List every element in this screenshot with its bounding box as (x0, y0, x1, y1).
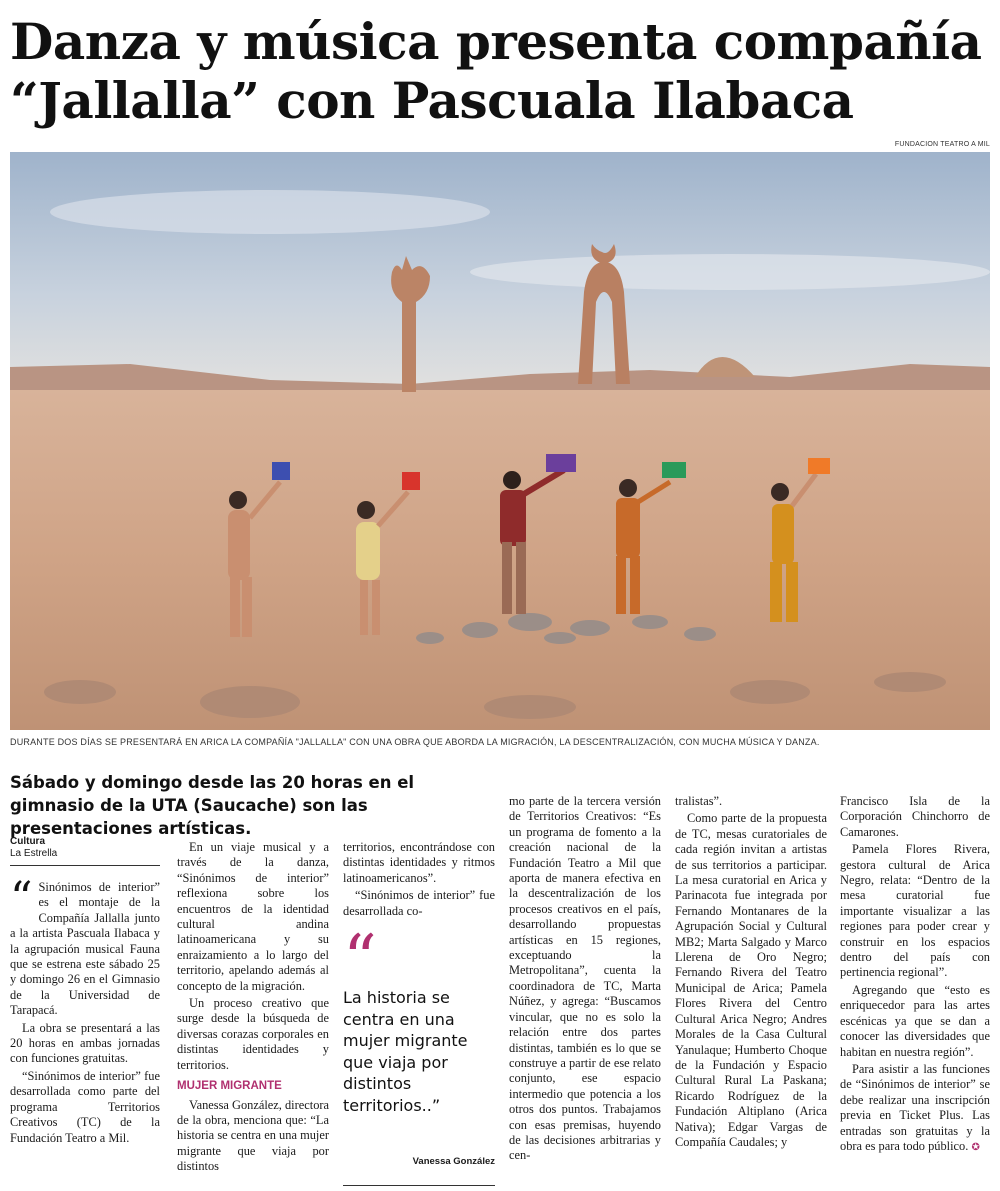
paragraph: Francisco Isla de la Corporación Chinchorro de Camarones. (840, 794, 990, 839)
column-5 (675, 794, 827, 1152)
column-3 (343, 840, 495, 921)
photo-credit: FUNDACION TEATRO A MIL (894, 141, 990, 148)
paragraph: territorios, encontrándose con distintas identidades y ritmos latinoamericanos”. (343, 840, 495, 885)
pull-quote-text: La historia se centra en una mujer migrante que viaja por distintos territorios..” (343, 988, 468, 1115)
section-name: Cultura (10, 836, 45, 847)
section-label (10, 836, 160, 866)
photo-caption: DURANTE DOS DÍAS SE PRESENTARÁ EN ARICA LA COMPAÑÍA "JALLALLA" CON UNA OBRA QUE ABORDA LA MIGRACIÓN, LA DESCENTRALIZACIÓN, CON MUCHA MÚSICA Y DANZA. (10, 737, 820, 747)
desert-scene-illustration (10, 152, 990, 730)
section-rule (10, 865, 160, 866)
quote-icon: “ (343, 921, 377, 998)
paragraph: Sinónimos de interior” es el montaje de la Compañía Jallalla junto a la artista Pascuala Ilabaca y la agrupación musical Fauna que se estrena este sábado 25 y domingo 26 en el Gimnasio de la Universidad de Tarapacá. (10, 880, 160, 1018)
paragraph: La obra se presentará a las 20 horas en ambas jornadas con funciones gratuitas. (10, 1020, 160, 1066)
column-2 (177, 840, 329, 1177)
pull-quote (343, 921, 495, 1167)
headline-line-1: Danza y música presenta compañía (10, 12, 982, 71)
quote-icon: “ (10, 873, 33, 924)
paragraph: En un viaje musical y a través de la danza, “Sinónimos de interior” reflexiona sobre los encuentros de la identidad cultural andina latinoamericana y su enraizamiento a lo largo del territorio, apelando además al concepto de la migración. (177, 840, 329, 993)
column-6 (840, 794, 990, 1157)
headline-line-2: “Jallalla” con Pascuala Ilabaca (10, 71, 854, 130)
column-1 (10, 873, 160, 1148)
byline: La Estrella (10, 848, 58, 859)
paragraph: Vanessa González, directora de la obra, menciona que: “La historia se centra en una mujer migrante que viaja por distintos (177, 1097, 330, 1174)
headline (10, 12, 990, 130)
paragraph: “Sinónimos de interior” fue desarrollada como parte del programa Territorios Creativos (TC) de la Fundación Teatro a Mil. (10, 1068, 160, 1145)
subhead: MUJER MIGRANTE (177, 1080, 282, 1093)
paragraph: Un proceso creativo que surge desde la búsqueda de diversas corazas corporales en distintas identidades y territorios. (177, 996, 329, 1072)
photo (10, 152, 990, 730)
paragraph: Como parte de la propuesta de TC, mesas curatoriales de cada región invitan a artistas de sus territorios a participar. La mesa curatorial en Arica y Parinacota fue integrada por Fernando Montanares de la Agrupación Social y Cultural MB2; Marta Salgado y Marco Llerena de Oro Negro; Fernando Rivera del Teatro Municipal de Arica; Pamela Flores Rivera del Centro Cultural Arica Negro; Andres Morales de la Casa Cultural Yanulaque; Humberto Choque de la Fundación y Espacio Cultural Rural La Paskana; Ricardo Rodríguez de la Fundación Altiplano (Arica Nativa); Edgar Vargas de Compañía Caudales; y (675, 811, 827, 1149)
paragraph: mo parte de la tercera versión de Territorios Creativos: “Es un programa de fomento a la creación nacional de la Fundación Teatro a Mil que aporta de manera efectiva en la descentralización de los procesos creativos en el país, desarrollando propuestas artísticas en 15 regiones, exceptuando la Metropolitana”, cuenta la coordinadora de TC, Marta Núñez, y agrega: “Buscamos vincular, que no es solo la relación entre dos partes distintas, también es lo que se construye a partir de ese relato conjunto, ese espacio intermedio que potencia a los otros dos puntos. Trabajamos con esas premisas, huyendo de las decisiones arbitrarias y cen- (509, 794, 661, 1163)
paragraph: “Sinónimos de interior” fue desarrollada co- (343, 888, 495, 918)
paragraph: Pamela Flores Rivera, gestora cultural de Arica Negro, relata: “Dentro de la mesa curatorial fue importante visualizar a las regiones para poder crear y construir en los espacios dentro del país con pertinencia regional”. (840, 842, 990, 980)
column-4 (509, 794, 661, 1166)
end-star-icon: ✪ (971, 1141, 980, 1153)
pull-quote-author: Vanessa González (412, 1156, 495, 1167)
pull-quote-rule (343, 1185, 495, 1186)
lead-paragraph: Sábado y domingo desde las 20 horas en el gimnasio de la UTA (Saucache) son las presentaciones artísticas. (10, 773, 415, 838)
paragraph: Agregando que “esto es enriquecedor para las artes escénicas ya que se dan a conocer las diversidades que habitan en nuestra región”. (840, 982, 990, 1059)
paragraph: Para asistir a las funciones de “Sinónimos de interior” se debe realizar una inscripción previa en Ticket Plus. Las entradas son gratuitas y la obra es para todo público. (840, 1061, 990, 1153)
paragraph: tralistas”. (675, 794, 723, 808)
